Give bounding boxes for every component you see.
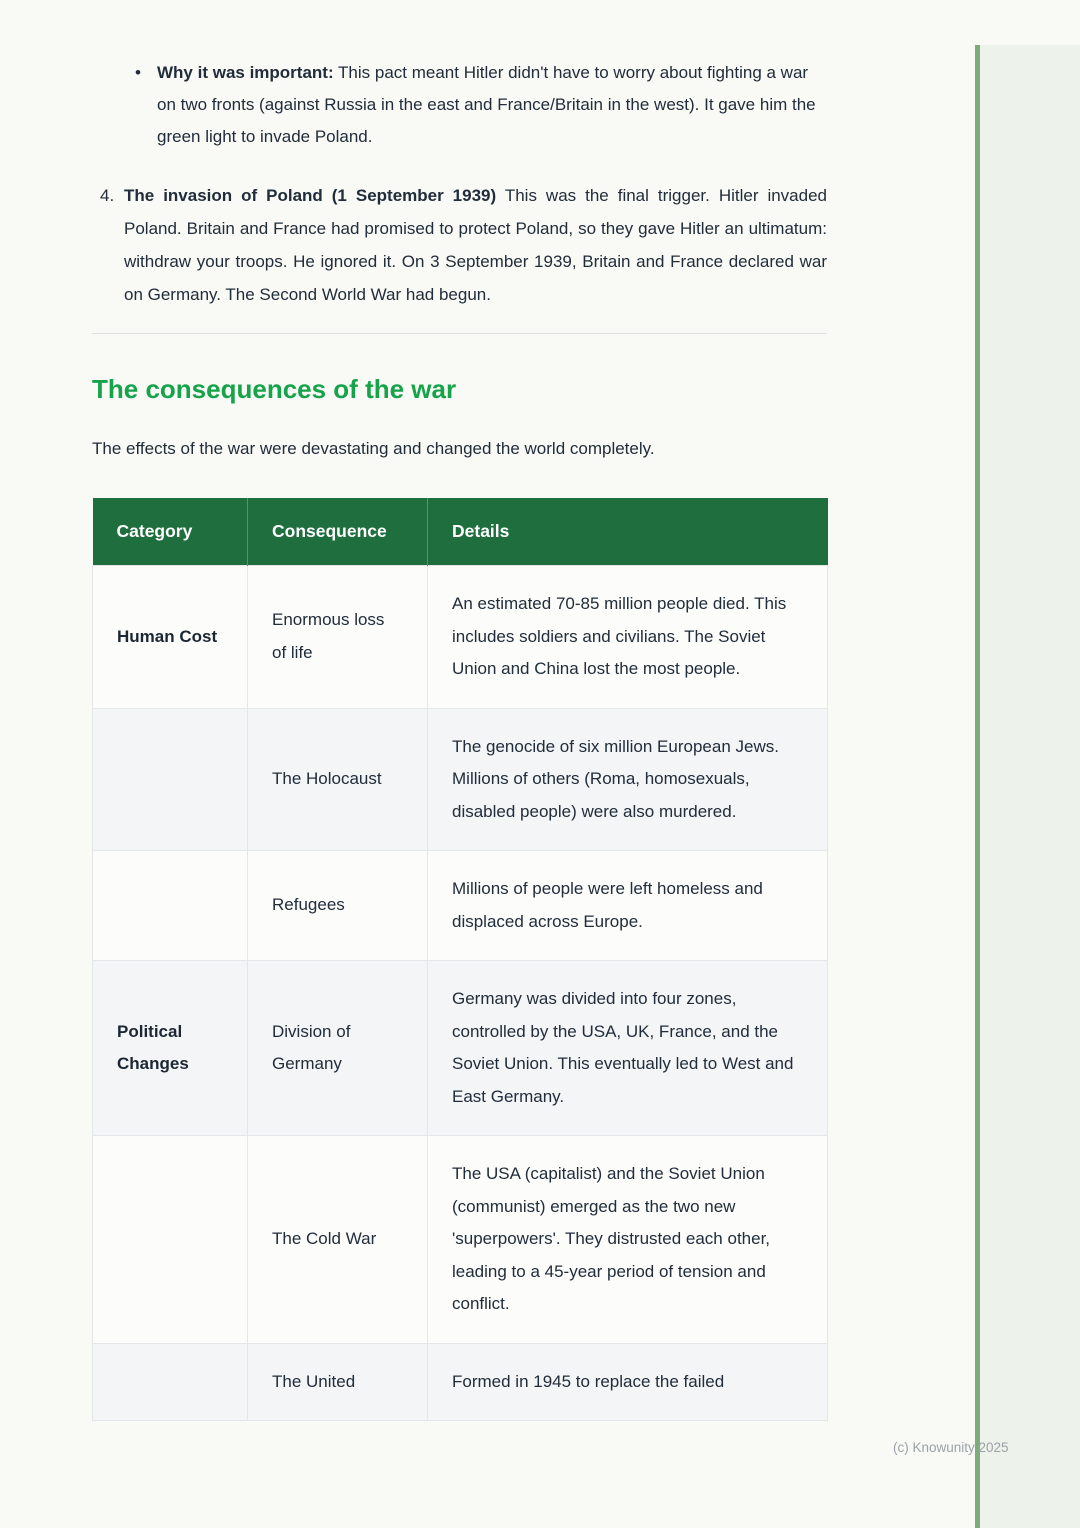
numbered-text xyxy=(124,179,827,311)
table-row xyxy=(93,566,828,709)
cell-details: Millions of people were left homeless and displaced across Europe. xyxy=(428,851,828,961)
table-row xyxy=(93,1136,828,1344)
table-header-category: Category xyxy=(93,498,248,566)
cell-category xyxy=(93,1343,248,1421)
numbered-body-text: This was the final trigger. Hitler invaded Poland. Britain and France had promised to protect Poland, so they gave Hitler an ultimatum: withdraw your troops. He ignored it. On 3 September 1939, Britain and France declared war on Germany. The Second World War had begun. xyxy=(124,186,828,304)
numbered-bold-lead: The invasion of Poland (1 September 1939) xyxy=(124,186,497,205)
cell-category xyxy=(93,851,248,961)
side-highlight-line xyxy=(975,45,980,1528)
cell-details: Germany was divided into four zones, controlled by the USA, UK, France, and the Soviet Union. This eventually led to West and East Germany. xyxy=(428,961,828,1136)
bullet-item-why-important xyxy=(92,57,827,153)
table-row xyxy=(93,851,828,961)
table-header-details: Details xyxy=(428,498,828,566)
content-area xyxy=(92,0,827,1421)
section-intro: The effects of the war were devastating and changed the world completely. xyxy=(92,439,655,458)
bullet-text xyxy=(157,57,827,153)
section-divider xyxy=(92,333,827,334)
cell-consequence: The Cold War xyxy=(248,1136,428,1344)
cell-consequence: Refugees xyxy=(248,851,428,961)
list-number: 4. xyxy=(100,186,115,205)
cell-details: The genocide of six million European Jews. Millions of others (Roma, homosexuals, disabled people) were also murdered. xyxy=(428,708,828,851)
cell-details: An estimated 70-85 million people died. This includes soldiers and civilians. The Soviet Union and China lost the most people. xyxy=(428,566,828,709)
cell-consequence: The Holocaust xyxy=(248,708,428,851)
cell-consequence: Division of Germany xyxy=(248,961,428,1136)
consequences-table xyxy=(92,498,828,1421)
watermark: (c) Knowunity 2025 xyxy=(893,1440,1009,1455)
numbered-item-invasion-poland xyxy=(92,179,827,311)
table-header-consequence: Consequence xyxy=(248,498,428,566)
bullet-body-text: This pact meant Hitler didn't have to worry about fighting a war on two fronts (against Russia in the east and France/Britain in the west). It gave him the green light to invade Poland. xyxy=(157,63,816,146)
cell-consequence: The United xyxy=(248,1343,428,1421)
side-highlight-area xyxy=(980,45,1080,1528)
cell-consequence: Enormous loss of life xyxy=(248,566,428,709)
bullet-marker: • xyxy=(135,63,141,82)
cell-category: Political Changes xyxy=(93,961,248,1136)
cell-details: The USA (capitalist) and the Soviet Union (communist) emerged as the two new 'superpowers'. They distrusted each other, leading to a 45-year period of tension and conflict. xyxy=(428,1136,828,1344)
table-row xyxy=(93,708,828,851)
bullet-bold-lead: Why it was important: xyxy=(157,63,334,82)
cell-category: Human Cost xyxy=(93,566,248,709)
table-row xyxy=(93,1343,828,1421)
cell-details: Formed in 1945 to replace the failed xyxy=(428,1343,828,1421)
cell-category xyxy=(93,1136,248,1344)
cell-category xyxy=(93,708,248,851)
table-row xyxy=(93,961,828,1136)
section-heading: The consequences of the war xyxy=(92,374,457,404)
table-header-row xyxy=(93,498,828,566)
